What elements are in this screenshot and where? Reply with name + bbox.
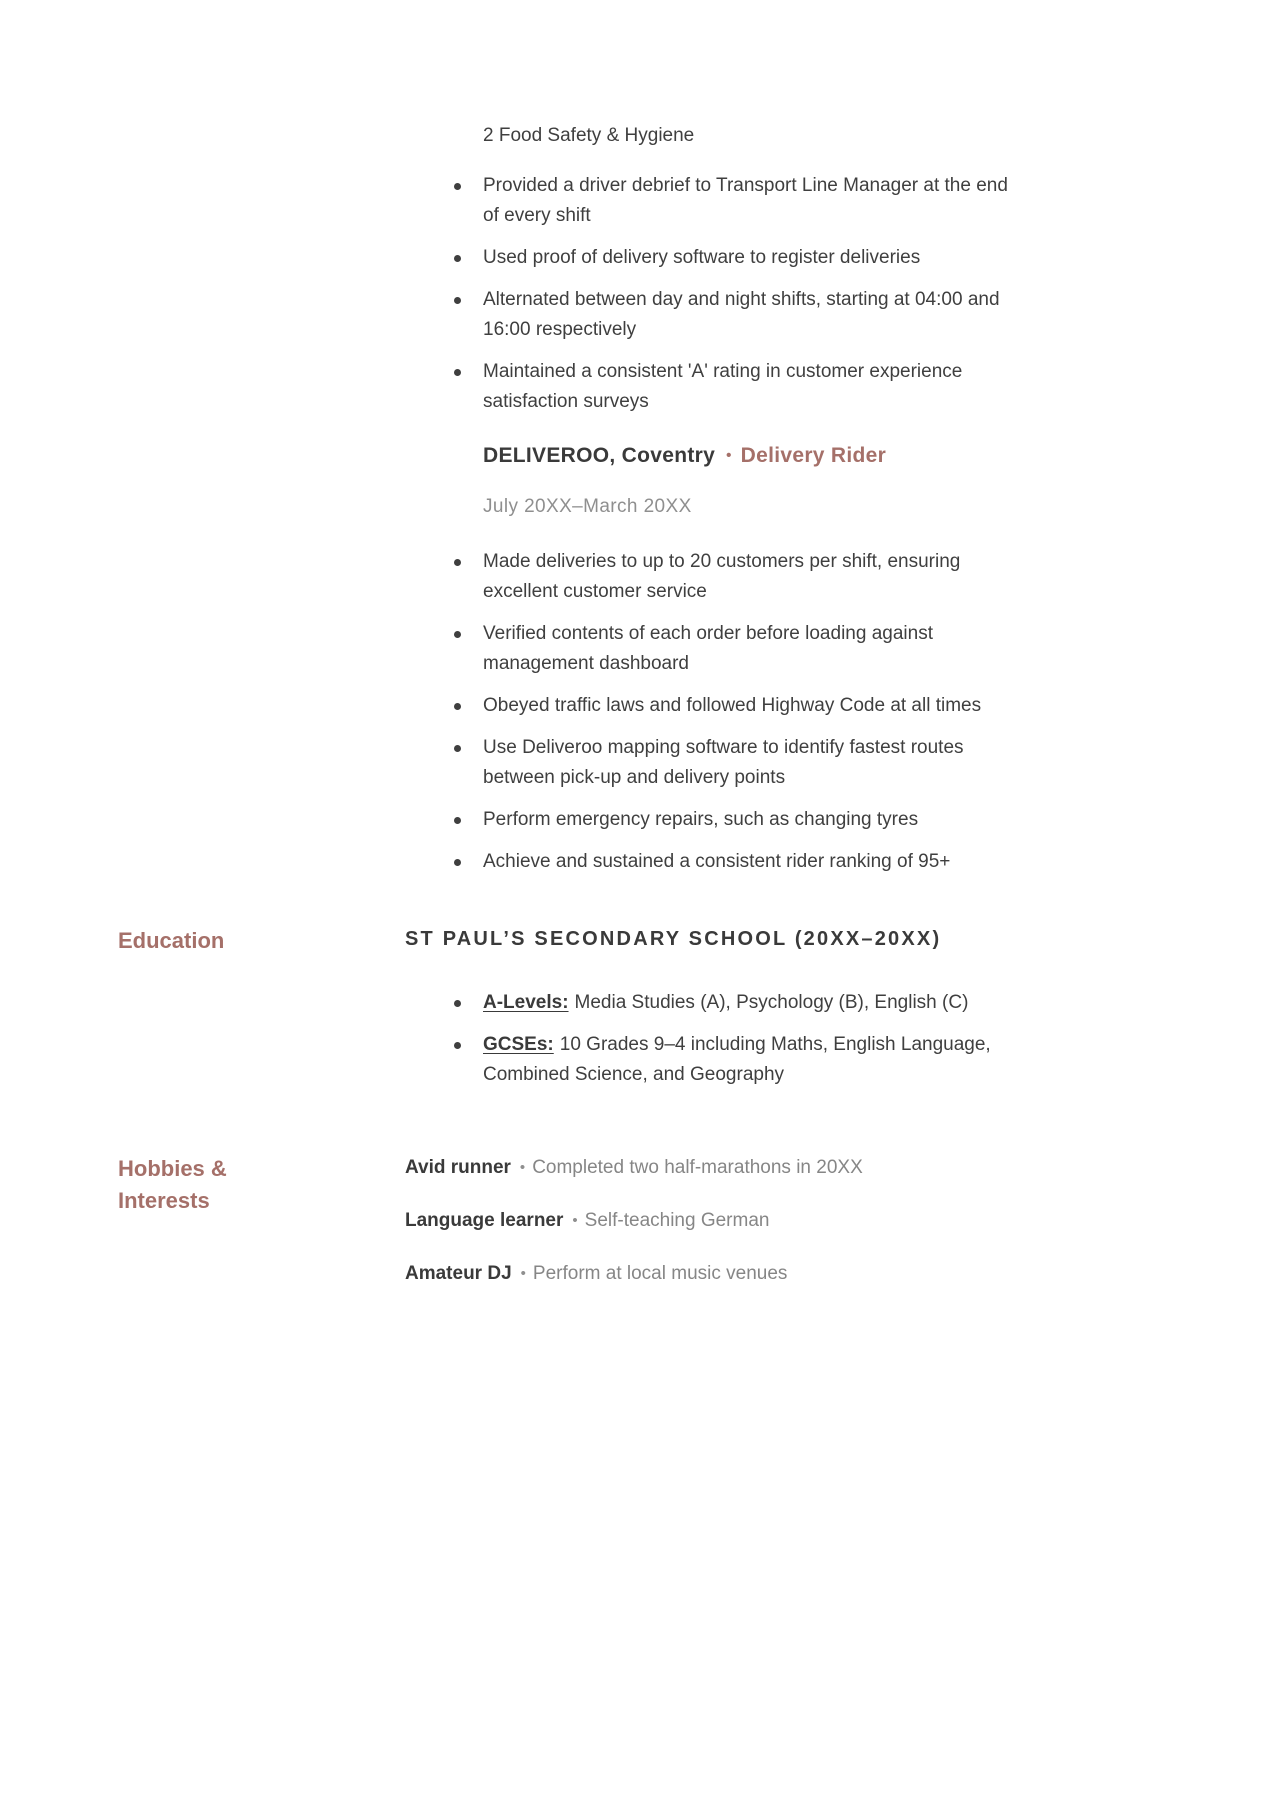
hobbies-label-column <box>0 1153 405 1217</box>
hobby-item <box>405 1206 965 1236</box>
education-bullets <box>405 988 1025 1090</box>
dot-separator-icon: • <box>726 447 732 464</box>
bullet-item: Perform emergency repairs, such as changing tyres <box>483 805 1013 835</box>
bullet-item: Use Deliveroo mapping software to identify fastest routes between pick-up and delivery points <box>483 733 1013 793</box>
qualification-detail: 10 Grades 9–4 including Maths, English Language, Combined Science, and Geography <box>483 1034 991 1085</box>
bullet-item <box>483 1030 1013 1090</box>
hobby-item <box>405 1259 965 1289</box>
bullet-item: Maintained a consistent 'A' rating in customer experience satisfaction surveys <box>483 357 1013 417</box>
dot-separator-icon: • <box>519 1159 526 1176</box>
hobbies-content <box>405 1153 1025 1312</box>
bullet-item: Provided a driver debrief to Transport Line Manager at the end of every shift <box>483 171 1013 231</box>
section-label-hobbies: Hobbies & Interests <box>118 1156 227 1213</box>
experience-continued-section <box>405 121 1025 417</box>
qualification-term: A-Levels: <box>483 992 569 1013</box>
school-heading: ST PAUL’S SECONDARY SCHOOL (20XX–20XX) <box>405 928 942 950</box>
education-content <box>405 925 1025 1102</box>
dot-separator-icon: • <box>572 1212 578 1229</box>
certification-line: 2 Food Safety & Hygiene <box>483 125 695 146</box>
job-dates: July 20XX–March 20XX <box>483 496 692 517</box>
hobby-term: Language learner <box>405 1210 564 1231</box>
dot-separator-icon: • <box>520 1265 526 1282</box>
bullet-item: Obeyed traffic laws and followed Highway Code at all times <box>483 691 1013 721</box>
hobby-term: Avid runner <box>405 1157 511 1178</box>
education-label-column <box>0 925 405 957</box>
hobby-item <box>405 1153 965 1183</box>
bullet-item: Achieve and sustained a consistent rider ranking of 95+ <box>483 847 1013 877</box>
hobby-detail: Perform at local music venues <box>532 1263 788 1284</box>
job-entry-deliveroo <box>405 443 1025 877</box>
section-label-education: Education <box>118 928 225 953</box>
employer-name: DELIVEROO, Coventry <box>483 444 716 467</box>
job-heading <box>483 443 1025 469</box>
bullet-item <box>483 988 1013 1018</box>
education-section <box>0 925 1280 1102</box>
bullet-item: Made deliveries to up to 20 customers per shift, ensuring excellent customer service <box>483 547 1013 607</box>
experience-continued-bullets <box>405 171 1025 417</box>
hobbies-section <box>0 1153 1280 1312</box>
job-bullets <box>405 547 1025 877</box>
bullet-item: Alternated between day and night shifts, starting at 04:00 and 16:00 respectively <box>483 285 1013 345</box>
hobby-detail: Self-teaching German <box>584 1210 770 1231</box>
bullet-item: Used proof of delivery software to register deliveries <box>483 243 1013 273</box>
bullet-item: Verified contents of each order before loading against management dashboard <box>483 619 1013 679</box>
qualification-detail: Media Studies (A), Psychology (B), English (C) <box>574 992 969 1013</box>
hobby-detail: Completed two half-marathons in 20XX <box>532 1157 863 1178</box>
job-title: Delivery Rider <box>740 444 887 467</box>
qualification-term: GCSEs: <box>483 1034 554 1055</box>
hobby-term: Amateur DJ <box>405 1263 512 1284</box>
